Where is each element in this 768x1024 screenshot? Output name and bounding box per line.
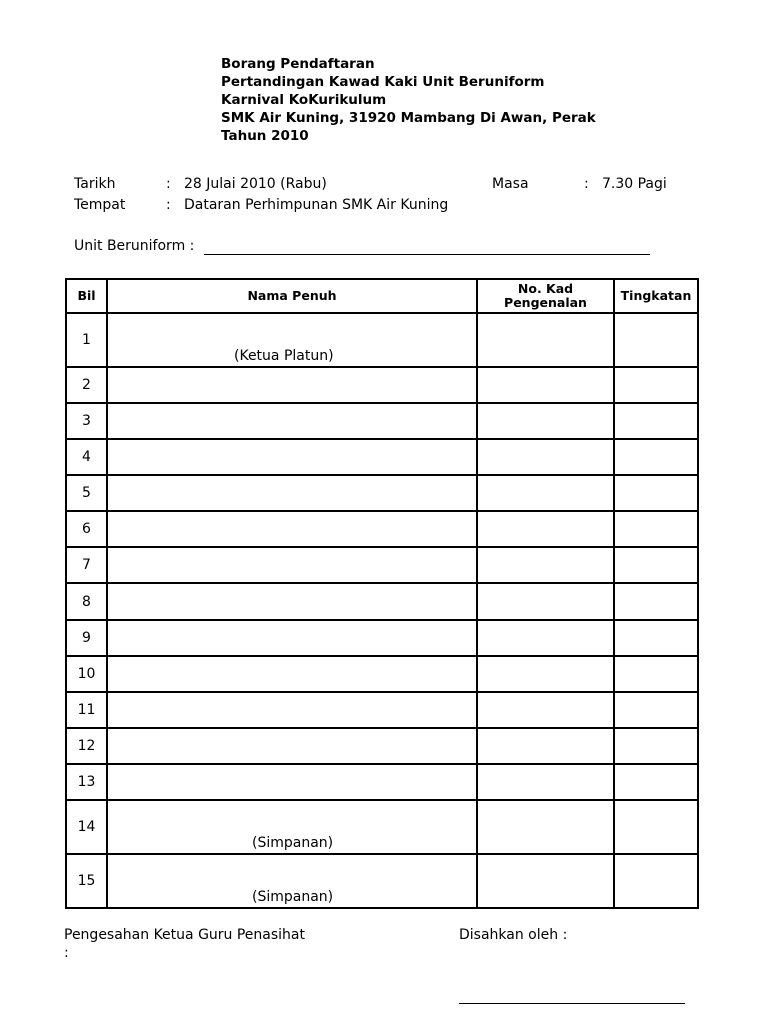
title-line: Pertandingan Kawad Kaki Unit Beruniform	[221, 74, 545, 90]
form-title-block	[221, 55, 596, 145]
tingkatan-cell[interactable]	[614, 547, 698, 583]
header-bil: Bil	[66, 279, 107, 313]
header-no-kad-pengenalan: No. Kad Pengenalan	[477, 279, 614, 313]
no-kad-cell[interactable]	[477, 403, 614, 439]
title-line: Borang Pendaftaran	[221, 56, 375, 72]
nama-penuh-cell[interactable]	[107, 439, 477, 475]
unit-beruniform-label: Unit Beruniform :	[74, 238, 195, 254]
table-row	[66, 511, 698, 547]
row-number: 13	[66, 764, 107, 800]
nama-penuh-cell[interactable]	[107, 728, 477, 764]
tingkatan-cell[interactable]	[614, 367, 698, 403]
row-note: (Ketua Platun)	[234, 348, 334, 364]
nama-penuh-cell[interactable]	[107, 764, 477, 800]
table-row	[66, 403, 698, 439]
nama-penuh-cell[interactable]	[107, 800, 477, 854]
tingkatan-cell[interactable]	[614, 854, 698, 908]
row-number: 12	[66, 728, 107, 764]
title-line: Tahun 2010	[221, 128, 309, 144]
nama-penuh-cell[interactable]	[107, 620, 477, 656]
table-row	[66, 854, 698, 908]
tempat-label: Tempat	[74, 197, 126, 213]
nama-penuh-cell[interactable]	[107, 367, 477, 403]
no-kad-cell[interactable]	[477, 547, 614, 583]
row-number: 14	[66, 800, 107, 854]
table-row	[66, 656, 698, 692]
row-number: 11	[66, 692, 107, 728]
tingkatan-cell[interactable]	[614, 439, 698, 475]
tingkatan-cell[interactable]	[614, 800, 698, 854]
no-kad-cell[interactable]	[477, 620, 614, 656]
tarikh-colon: :	[166, 176, 171, 192]
tingkatan-cell[interactable]	[614, 583, 698, 620]
no-kad-cell[interactable]	[477, 367, 614, 403]
nama-penuh-cell[interactable]	[107, 854, 477, 908]
nama-penuh-cell[interactable]	[107, 583, 477, 620]
row-number: 9	[66, 620, 107, 656]
header-nama-penuh: Nama Penuh	[107, 279, 477, 313]
nama-penuh-cell[interactable]	[107, 692, 477, 728]
masa-label: Masa	[492, 176, 529, 192]
no-kad-cell[interactable]	[477, 313, 614, 367]
nama-penuh-cell[interactable]	[107, 511, 477, 547]
header-tingkatan: Tingkatan	[614, 279, 698, 313]
row-number: 10	[66, 656, 107, 692]
tingkatan-cell[interactable]	[614, 313, 698, 367]
no-kad-cell[interactable]	[477, 583, 614, 620]
masa-colon: :	[584, 176, 589, 192]
tempat-colon: :	[166, 197, 171, 213]
nama-penuh-cell[interactable]	[107, 313, 477, 367]
tingkatan-cell[interactable]	[614, 620, 698, 656]
no-kad-cell[interactable]	[477, 692, 614, 728]
row-note: (Simpanan)	[252, 835, 334, 851]
table-row	[66, 620, 698, 656]
table-row	[66, 583, 698, 620]
no-kad-cell[interactable]	[477, 439, 614, 475]
table-row	[66, 692, 698, 728]
unit-beruniform-field[interactable]	[204, 254, 650, 255]
row-number: 2	[66, 367, 107, 403]
table-row	[66, 367, 698, 403]
nama-penuh-cell[interactable]	[107, 656, 477, 692]
registration-table	[65, 278, 699, 909]
table-row	[66, 475, 698, 511]
no-kad-cell[interactable]	[477, 854, 614, 908]
tingkatan-cell[interactable]	[614, 403, 698, 439]
no-kad-cell[interactable]	[477, 475, 614, 511]
row-number: 3	[66, 403, 107, 439]
tarikh-label: Tarikh	[74, 176, 116, 192]
tingkatan-cell[interactable]	[614, 728, 698, 764]
tingkatan-cell[interactable]	[614, 511, 698, 547]
title-line: Karnival KoKurikulum	[221, 92, 387, 108]
masa-value: 7.30 Pagi	[602, 176, 667, 192]
pengesahan-label: Pengesahan Ketua Guru Penasihat	[64, 927, 306, 943]
no-kad-cell[interactable]	[477, 656, 614, 692]
no-kad-cell[interactable]	[477, 728, 614, 764]
tempat-value: Dataran Perhimpunan SMK Air Kuning	[184, 197, 449, 213]
table-row	[66, 547, 698, 583]
row-number: 7	[66, 547, 107, 583]
tingkatan-cell[interactable]	[614, 475, 698, 511]
signature-line[interactable]	[459, 1003, 685, 1004]
table-row	[66, 728, 698, 764]
row-number: 6	[66, 511, 107, 547]
row-note: (Simpanan)	[252, 889, 334, 905]
row-number: 1	[66, 313, 107, 367]
row-number: 4	[66, 439, 107, 475]
tarikh-value: 28 Julai 2010 (Rabu)	[184, 176, 327, 192]
nama-penuh-cell[interactable]	[107, 547, 477, 583]
row-number: 8	[66, 583, 107, 620]
no-kad-cell[interactable]	[477, 511, 614, 547]
tingkatan-cell[interactable]	[614, 656, 698, 692]
nama-penuh-cell[interactable]	[107, 475, 477, 511]
table-row	[66, 800, 698, 854]
table-row	[66, 764, 698, 800]
pengesahan-colon: :	[64, 945, 69, 961]
title-line: SMK Air Kuning, 31920 Mambang Di Awan, Perak	[221, 110, 596, 126]
table-header-row	[66, 279, 698, 313]
no-kad-cell[interactable]	[477, 764, 614, 800]
nama-penuh-cell[interactable]	[107, 403, 477, 439]
row-number: 15	[66, 854, 107, 908]
tingkatan-cell[interactable]	[614, 764, 698, 800]
table-row	[66, 313, 698, 367]
disahkan-label: Disahkan oleh :	[459, 927, 568, 943]
table-row	[66, 439, 698, 475]
no-kad-cell[interactable]	[477, 800, 614, 854]
row-number: 5	[66, 475, 107, 511]
tingkatan-cell[interactable]	[614, 692, 698, 728]
